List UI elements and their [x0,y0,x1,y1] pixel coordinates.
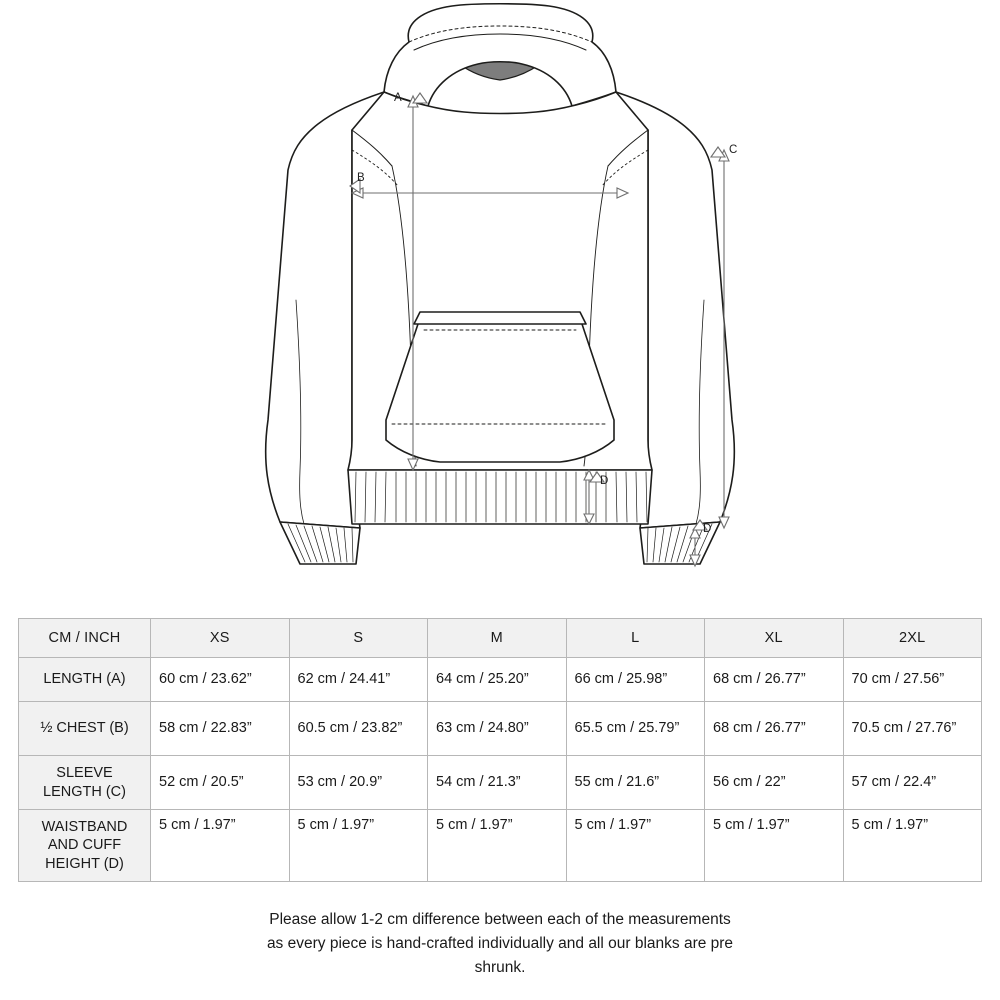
cell-length-2xl: 70 cm / 27.56” [843,658,982,702]
callout-label-A: A [394,92,402,104]
cell-half-chest-2xl: 70.5 cm / 27.76” [843,702,982,756]
hood-outline [384,4,616,106]
cell-half-chest-m: 63 cm / 24.80” [428,702,567,756]
row-header-line: HEIGHT (D) [45,855,124,872]
cell-waistband-s: 5 cm / 1.97” [289,810,428,882]
cell-sleeve-xl: 56 cm / 22” [705,756,844,810]
cell-waistband-m: 5 cm / 1.97” [428,810,567,882]
cell-half-chest-l: 65.5 cm / 25.79” [566,702,705,756]
size-chart-container [18,618,982,882]
disclaimer-line-3: shrunk. [474,959,526,977]
cell-waistband-2xl: 5 cm / 1.97” [843,810,982,882]
measurement-disclaimer [0,908,1000,980]
cell-length-s: 62 cm / 24.41” [289,658,428,702]
row-header-waistband-cuff-height [19,810,151,882]
cell-sleeve-l: 55 cm / 21.6” [566,756,705,810]
cell-half-chest-xl: 68 cm / 26.77” [705,702,844,756]
column-header-2xl: 2XL [843,619,982,658]
cell-length-xs: 60 cm / 23.62” [151,658,290,702]
cell-sleeve-2xl: 57 cm / 22.4” [843,756,982,810]
cell-waistband-xl: 5 cm / 1.97” [705,810,844,882]
table-row [19,702,982,756]
callout-label-C: C [729,144,738,156]
corner-header-cm-inch: CM / INCH [19,619,151,658]
column-header-s: S [289,619,428,658]
size-chart-body [19,658,982,882]
row-header-line: SLEEVE [56,765,113,782]
size-chart-table [18,618,982,882]
cell-half-chest-s: 60.5 cm / 23.82” [289,702,428,756]
cell-length-xl: 68 cm / 26.77” [705,658,844,702]
row-header-line: WAISTBAND [41,819,128,836]
table-header-row [19,619,982,658]
table-row [19,756,982,810]
cell-waistband-l: 5 cm / 1.97” [566,810,705,882]
cell-sleeve-s: 53 cm / 20.9” [289,756,428,810]
table-row [19,810,982,882]
column-header-xs: XS [151,619,290,658]
callout-label-B: B [357,172,365,184]
size-chart-header [19,619,982,658]
callout-label-D-waistband: D [600,475,609,487]
cell-half-chest-xs: 58 cm / 22.83” [151,702,290,756]
row-header-line: LENGTH (C) [43,783,126,800]
column-header-l: L [566,619,705,658]
row-header-length: LENGTH (A) [19,658,151,702]
row-header-half-chest: ½ CHEST (B) [19,702,151,756]
cell-length-l: 66 cm / 25.98” [566,658,705,702]
column-header-xl: XL [705,619,844,658]
kangaroo-pocket [386,318,614,462]
pocket-top-band [414,312,586,324]
disclaimer-line-2: as every piece is hand-crafted individually and all our blanks are pre [266,935,734,953]
row-header-line: AND CUFF [47,837,122,854]
cell-waistband-xs: 5 cm / 1.97” [151,810,290,882]
callout-label-D-cuff: D [703,523,712,535]
cell-sleeve-m: 54 cm / 21.3” [428,756,567,810]
cell-length-m: 64 cm / 25.20” [428,658,567,702]
table-row [19,658,982,702]
cell-sleeve-xs: 52 cm / 20.5” [151,756,290,810]
row-header-sleeve-length [19,756,151,810]
column-header-m: M [428,619,567,658]
disclaimer-line-1: Please allow 1-2 cm difference between each of the measurements [269,911,731,928]
